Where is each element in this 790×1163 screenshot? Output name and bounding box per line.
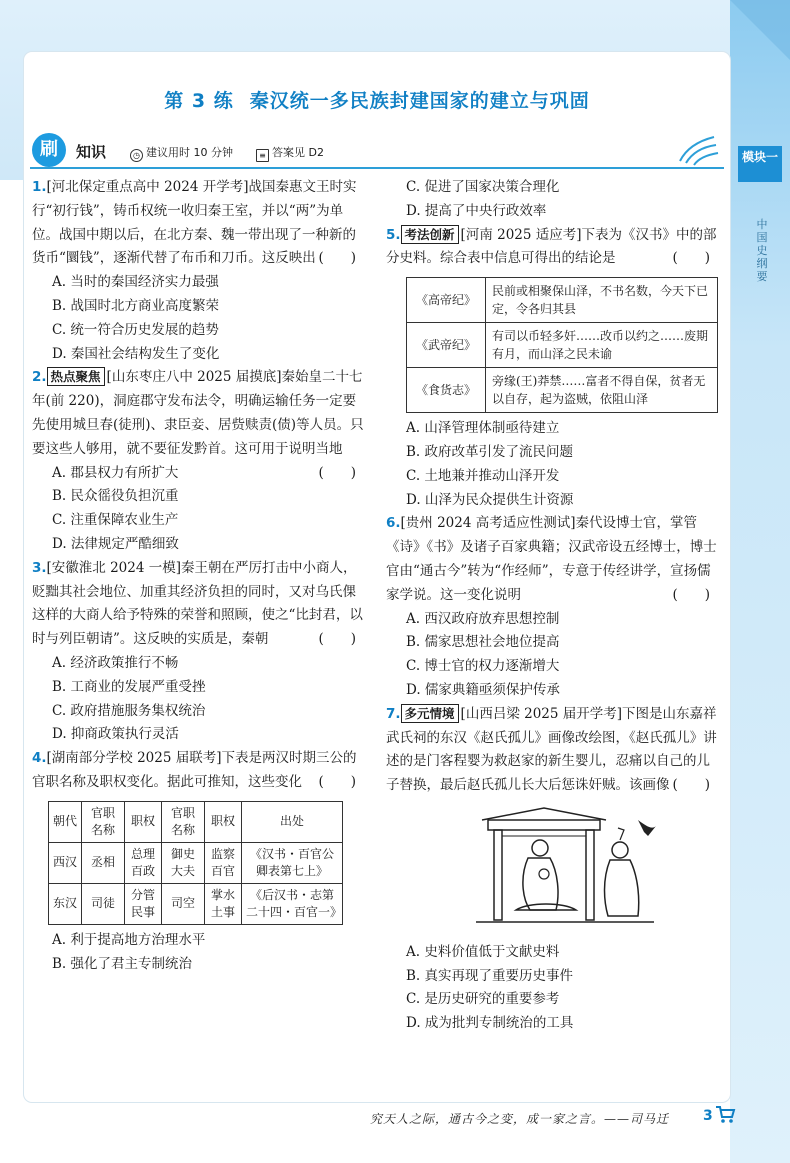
table-cell: 御史大夫	[162, 842, 205, 883]
question-number: 7.	[386, 705, 401, 722]
answer-blank[interactable]: ( )	[318, 631, 356, 648]
question-1	[32, 176, 366, 366]
question-3	[32, 557, 366, 747]
table-cell: 司空	[162, 883, 205, 924]
table-cell: 《食货志》	[407, 368, 486, 413]
option-c[interactable]: C. 土地兼并推动山泽开发	[406, 467, 560, 484]
page-curl-decoration	[730, 0, 790, 60]
option-d[interactable]: D. 成为批判专制统治的工具	[406, 1015, 574, 1032]
module-subtitle: 中国史纲要	[756, 218, 768, 283]
cart-icon	[714, 1104, 736, 1124]
chapter-title	[24, 86, 730, 113]
section-label: 知识	[76, 143, 107, 161]
question-5	[386, 224, 720, 513]
question-tag: 考法创新	[401, 225, 459, 244]
option-a[interactable]: A. 当时的秦国经济实力最强	[52, 274, 219, 291]
question-6	[386, 512, 720, 702]
option-a[interactable]: A. 山泽管理体制亟待建立	[406, 420, 560, 437]
question-stem: [河南 2025 适应考]下表为《汉书》中的部分史料。综合表中信息可得出的结论是	[386, 226, 717, 267]
answer-tip	[256, 144, 324, 162]
table-header: 职权	[205, 801, 242, 842]
option-d[interactable]: D. 山泽为民众提供生计资源	[406, 491, 574, 508]
chapter-title-text: 秦汉统一多民族封建国家的建立与巩固	[249, 90, 590, 112]
table-cell: 分管民事	[125, 883, 162, 924]
option-a[interactable]: A. 经济政策推行不畅	[52, 654, 179, 671]
right-column	[386, 176, 720, 1036]
clock-icon: ◷	[130, 149, 143, 162]
table-cell: 《高帝纪》	[407, 278, 486, 323]
table-cell: 东汉	[49, 883, 82, 924]
question-tag: 多元情境	[401, 704, 459, 723]
option-a[interactable]: A. 郡县权力有所扩大	[52, 464, 179, 481]
question-tag: 热点聚焦	[47, 367, 105, 386]
table-header-row	[49, 801, 343, 842]
table-cell: 西汉	[49, 842, 82, 883]
question-4	[32, 747, 366, 976]
table-header: 职权	[125, 801, 162, 842]
option-d[interactable]: D. 抑商政策执行灵活	[52, 726, 179, 743]
option-b[interactable]: B. 真实再现了重要历史事件	[406, 967, 574, 984]
swirl-icon	[676, 131, 720, 167]
table-row	[407, 368, 718, 413]
module-tab[interactable]: 模块一	[738, 146, 782, 182]
footer-quote: 究天人之际，通古今之变，成一家之言。——司马迁	[370, 1112, 670, 1126]
answer-tip-text: 答案见 D2	[272, 146, 324, 159]
table-cell: 《后汉书・志第二十四・百官一》	[242, 883, 343, 924]
chapter-number: 第 3 练	[164, 90, 234, 112]
question-stem: [湖南部分学校 2025 届联考]下表是两汉时期三公的官职名称及职权变化。据此可推知，这些变化	[32, 750, 357, 790]
table-row	[49, 842, 343, 883]
q4-table	[48, 801, 343, 925]
question-7	[386, 703, 720, 1036]
question-number: 3.	[32, 559, 47, 576]
option-b[interactable]: B. 战国时北方商业高度繁荣	[52, 297, 220, 314]
stone-relief-illustration	[468, 806, 658, 926]
option-b[interactable]: B. 工商业的发展严重受挫	[52, 678, 206, 695]
question-number: 1.	[32, 179, 47, 195]
option-b[interactable]: B. 儒家思想社会地位提高	[406, 634, 560, 651]
question-stem: [贵州 2024 高考适应性测试]秦代设博士官，掌管《诗》《书》及诸子百家典籍；汉武帝设五经博士，博士官由“通古今”转为“作经师”，专意于传经讲学，宣扬儒家学说。这一变化说明	[386, 515, 717, 603]
table-header: 朝代	[49, 801, 82, 842]
answer-blank[interactable]: ( )	[672, 250, 710, 267]
option-a[interactable]: A. 史料价值低于文献史料	[406, 943, 560, 960]
table-header: 官职名称	[162, 801, 205, 842]
answer-blank[interactable]: ( )	[318, 250, 356, 267]
question-stem: [山东枣庄八中 2025 届摸底]秦始皇二十七年(前 220)，洞庭郡守发布法令，明确运输任务一定要先使用城旦春(徒刑)、隶臣妾、居赀赎责(债)等人员。只要这些人够用，就不要征发黔首。这可用于说明当地	[32, 369, 364, 457]
question-number: 2.	[32, 369, 47, 386]
question-number: 4.	[32, 750, 47, 767]
book-icon: ≡	[256, 149, 269, 162]
page-number: 3	[703, 1108, 713, 1124]
section-header	[30, 137, 724, 169]
q5-table	[406, 277, 718, 413]
table-cell: 有司以币轻多奸……改币以约之……废期有月，而山泽之民未谕	[486, 323, 718, 368]
option-c[interactable]: C. 统一符合历史发展的趋势	[52, 321, 219, 338]
table-row	[49, 883, 343, 924]
left-column	[32, 176, 366, 976]
option-b[interactable]: B. 强化了君主专制统治	[52, 955, 193, 972]
question-stem: [河北保定重点高中 2024 开学考]战国秦惠文王时实行“初行钱”，铸币权统一收归秦王室，并以“两”为单位。战国中期以后，在北方秦、魏一带出现了一种新的货币“圜钱”，逐渐代替了布币和刀币。这反映出	[32, 179, 357, 267]
answer-blank[interactable]: ( )	[672, 586, 710, 603]
table-row	[407, 323, 718, 368]
table-cell: 丞相	[82, 842, 125, 883]
table-cell: 《汉书・百官公卿表第七上》	[242, 842, 343, 883]
table-header: 出处	[242, 801, 343, 842]
answer-blank[interactable]: ( )	[318, 773, 356, 790]
table-cell: 总理百政	[125, 842, 162, 883]
option-d[interactable]: D. 法律规定严酷细致	[52, 535, 179, 552]
question-stem: [山西吕梁 2025 届开学考]下图是山东嘉祥武氏祠的东汉《赵氏孤儿》画像改绘图，《赵氏孤儿》讲述的是门客程婴为救赵家的新生婴儿，忍痛以自己的儿子替换，最后赵氏孤儿长大后惩诛奸贼。该画像	[386, 705, 717, 794]
table-cell: 掌水土事	[205, 883, 242, 924]
option-c[interactable]: C. 政府措施服务集权统治	[52, 702, 206, 719]
option-a[interactable]: A. 利于提高地方治理水平	[52, 931, 206, 948]
option-c[interactable]: C. 博士官的权力逐渐增大	[406, 658, 560, 675]
table-row	[407, 278, 718, 323]
table-cell: 司徒	[82, 883, 125, 924]
table-cell: 《武帝纪》	[407, 323, 486, 368]
question-stem: [安徽淮北 2024 一模]秦王朝在严厉打击中小商人，贬黜其社会地位、加重其经济负担的同时，又对乌氏倮这样的大商人给予特殊的荣誉和照顾，使之“比封君，以时与列臣朝请”。这反映的实质是，秦朝	[32, 559, 363, 648]
time-tip-text: 建议用时 10 分钟	[146, 146, 233, 159]
option-b[interactable]: B. 政府改革引发了流民问题	[406, 443, 574, 460]
table-cell: 监察百官	[205, 842, 242, 883]
time-tip	[130, 144, 233, 162]
table-cell: 旁缘(王)莽禁……富者不得自保，贫者无以自存，起为盗贼，依阻山泽	[486, 368, 718, 413]
option-c[interactable]: C. 注重保障农业生产	[52, 512, 179, 529]
option-d[interactable]: D. 儒家典籍亟须保护传承	[406, 681, 560, 698]
table-header: 官职名称	[82, 801, 125, 842]
option-c[interactable]: C. 是历史研究的重要参考	[406, 991, 560, 1008]
option-c[interactable]: C. 促进了国家决策合理化	[406, 179, 560, 195]
question-number: 6.	[386, 515, 401, 532]
option-d[interactable]: D. 秦国社会结构发生了变化	[52, 345, 220, 362]
option-d[interactable]: D. 提高了中央行政效率	[406, 202, 547, 219]
question-number: 5.	[386, 226, 401, 243]
table-cell: 民前或相聚保山泽，不书名数，今天下已定，令各归其县	[486, 278, 718, 323]
option-b[interactable]: B. 民众徭役负担沉重	[52, 488, 179, 505]
option-a[interactable]: A. 西汉政府放弃思想控制	[406, 610, 560, 627]
shua-badge: 刷	[32, 133, 66, 167]
answer-blank[interactable]: ( )	[672, 777, 710, 794]
answer-blank[interactable]: ( )	[318, 464, 356, 481]
question-2	[32, 366, 366, 556]
